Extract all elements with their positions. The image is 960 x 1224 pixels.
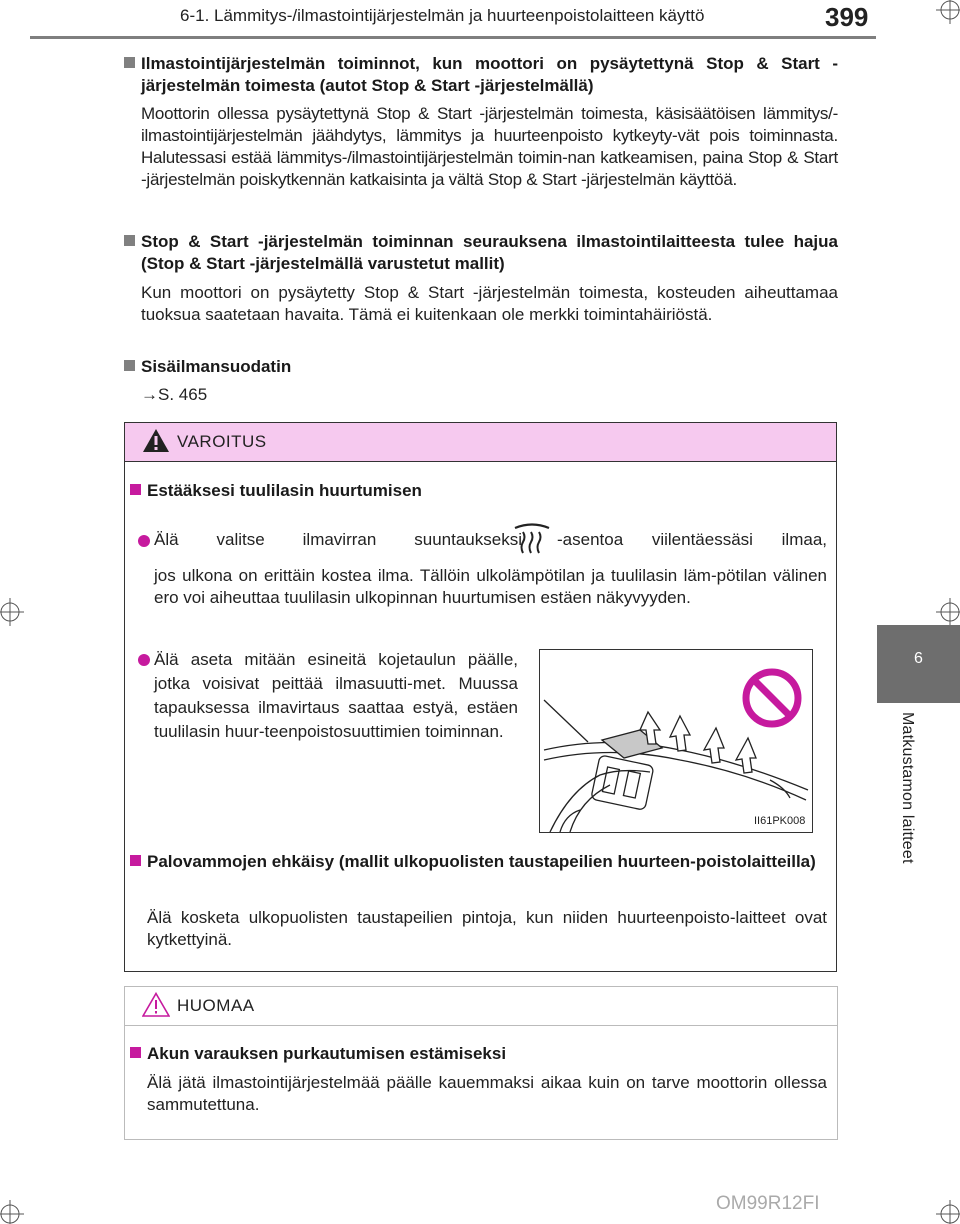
section-body: Kun moottori on pysäytetty Stop & Start -järjestelmän toimesta, kosteuden aiheuttamaa tuoksua saatetaan havaita. Tämä ei kuitenkaan ole merkki toimintahäiriöstä. <box>141 283 838 324</box>
notice-box <box>124 986 838 1140</box>
section-stop-start-functions <box>124 53 838 191</box>
warning-box <box>124 422 837 972</box>
notice-label: HUOMAA <box>177 996 255 1015</box>
footer-watermark: OM99R12FI <box>716 1193 820 1214</box>
warning-triangle-icon <box>142 428 170 453</box>
bullet1-text-continued: jos ulkona on erittäin kostea ilma. Tällöin ulkolämpötilan ja tuulilasin läm-pötilan välinen ero voi aiheuttaa tuulilasin ulkopinnan huurtumisen estäen näkyvyyden. <box>154 566 827 607</box>
subheading-text: Akun varauksen purkautumisen estämiseksi <box>147 1044 507 1063</box>
warning-sub2-body: Älä kosketa ulkopuolisten taustapeilien pintoja, kun niiden huurteenpoisto-laitteet ovat kytkettyinä. <box>147 908 827 949</box>
section-heading <box>124 231 838 275</box>
square-bullet-icon <box>124 360 135 371</box>
heading-text: Sisäilmansuodatin <box>141 357 292 376</box>
notice-header <box>125 987 837 1026</box>
notice-body: Älä jätä ilmastointijärjestelmää päälle kauemmaksi aikaa kuin on tarve moottorin ollessa sammutettuna. <box>147 1073 827 1114</box>
round-bullet-icon <box>138 654 150 666</box>
bullet1-text-end: -asentoa viilentäessäsi ilmaa, <box>557 530 827 549</box>
caution-triangle-icon <box>142 992 170 1017</box>
bullet1-text-start: Älä valitse ilmavirran suuntaukseksi <box>154 530 522 549</box>
chapter-number: 6 <box>914 650 923 667</box>
warning-subheading <box>130 481 830 501</box>
warning-label: VAROITUS <box>177 432 267 451</box>
windshield-defrost-icon <box>512 522 552 556</box>
dashboard-drawing <box>540 650 812 832</box>
section-title: 6-1. Lämmitys-/ilmastointijärjestelmän ja huurteenpoistolaitteen käyttö <box>180 6 705 25</box>
section-cabin-filter <box>124 356 838 406</box>
section-body: Moottorin ollessa pysäytettynä Stop & Start -järjestelmän toimesta, käsisäätöisen lämmitys/-ilmastointijärjestelmän jäähdytys, lämmitys ja huurteenpoisto kytkeyty-vät pois toiminnasta. Halutessasi estää lämmitys-/ilmastointijärjestelmän toimin-nan katkeamisen, paina Stop & Start -järjestelmän poiskytkennän katkaisinta ja vältä Stop & Start -järjestelmän käyttöä. <box>141 104 838 189</box>
square-bullet-icon <box>124 57 135 68</box>
heading-text: Stop & Start -järjestelmän toiminnan seurauksena ilmastointilaitteesta tulee hajua (Stop & Start -järjestelmällä varustetut mallit) <box>141 232 838 273</box>
square-bullet-icon <box>130 1047 141 1058</box>
square-bullet-icon <box>130 855 141 866</box>
warning-header <box>125 423 836 462</box>
chapter-label: Matkustamon laitteet <box>899 712 916 864</box>
page-reference-link[interactable]: →S. 465 <box>141 385 208 404</box>
section-heading <box>124 53 838 97</box>
round-bullet-icon <box>138 535 150 547</box>
section-odor <box>124 231 838 326</box>
heading-text: Ilmastointijärjestelmän toiminnot, kun moottori on pysäytettynä Stop & Start -järjestelmän toimesta (autot Stop & Start -järjestelmällä) <box>141 54 838 95</box>
page-number: 399 <box>825 2 869 32</box>
notice-subheading <box>130 1044 830 1064</box>
dashboard-illustration <box>539 649 813 833</box>
image-code: II61PK008 <box>754 815 806 827</box>
square-bullet-icon <box>124 235 135 246</box>
header-rule <box>30 36 876 39</box>
square-bullet-icon <box>130 484 141 495</box>
subheading-text: Estääksesi tuulilasin huurtumisen <box>147 481 422 500</box>
subheading-text: Palovammojen ehkäisy (mallit ulkopuolisten taustapeilien huurteen-poistolaitteilla) <box>147 852 816 871</box>
section-heading <box>124 356 838 378</box>
bullet2-text: Älä aseta mitään esineitä kojetaulun päälle, jotka voisivat peittää ilmasuutti-met. Muussa tapauksessa ilmavirtaus saattaa estyä, estäen tuulilasin huur-teenpoistosuuttimien toiminnan. <box>154 650 518 741</box>
warning-subheading <box>130 851 830 873</box>
